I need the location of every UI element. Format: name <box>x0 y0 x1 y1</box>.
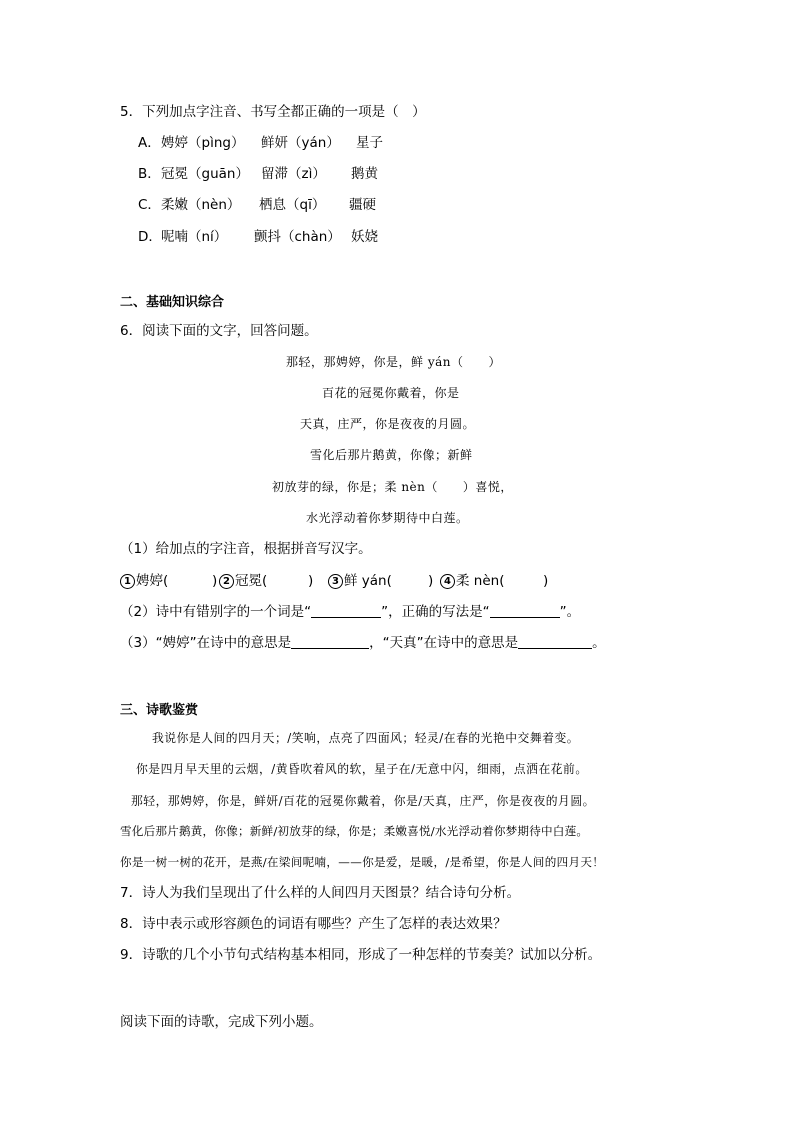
poem-line: 那轻，那娉婷，你是，鲜 yán（ ） <box>286 355 501 369</box>
subquestion-1: （1）给加点的字注音，根据拼音写汉字。 <box>120 541 372 557</box>
poem-stanza: 那轻，那娉婷，你是，鲜妍/百花的冠冕你戴着，你是/天真，庄严，你是夜夜的月圆。 <box>131 794 595 808</box>
question-6-stem: 6．阅读下面的文字，回答问题。 <box>120 323 318 339</box>
item-close: ) <box>212 573 218 589</box>
poem-stanza: 我说你是人间的四月天；/笑响，点亮了四面风；轻灵/在春的光艳中交舞着变。 <box>152 731 580 745</box>
sub2-text-a: （2）诗中有错别字的一个词是“ <box>120 604 312 620</box>
sub3-text-c: 。 <box>592 635 606 651</box>
poem-line: 百花的冠冕你戴着，你是 <box>322 386 460 400</box>
option-word: 呢喃（ní） <box>161 229 228 245</box>
circled-number: 2 <box>219 574 234 589</box>
poem-line: 雪化后那片鹅黄，你像；新鲜 <box>310 448 473 462</box>
option-letter: B． <box>138 166 161 182</box>
item-text: 柔 nèn( <box>456 573 505 589</box>
question-7: 7．诗人为我们呈现出了什么样的人间四月天图景？结合诗句分析。 <box>120 885 521 901</box>
question-5-stem: 5．下列加点字注音、书写全都正确的一项是（ ） <box>120 104 426 120</box>
option-word: 娉婷（pìng） <box>161 135 245 151</box>
item-close: ) <box>543 573 549 589</box>
option-word: 留滞（zì） <box>261 166 326 182</box>
question-9: 9．诗歌的几个小节句式结构基本相同，形成了一种怎样的节奏美？试加以分析。 <box>120 947 602 963</box>
option-word: 柔嫩（nèn） <box>161 197 241 213</box>
circled-number: 1 <box>120 574 135 589</box>
answer-blank[interactable] <box>518 635 592 649</box>
answer-blank[interactable] <box>311 604 381 618</box>
sub2-text-c: ”。 <box>559 604 581 620</box>
poem-stanza: 你是一树一树的花开，是燕/在梁间呢喃，——你是爱，是暖，/是希望，你是人间的四月天！ <box>120 855 605 869</box>
subquestion-2 <box>120 603 580 621</box>
item-close: ) <box>428 573 434 589</box>
item-close: ) <box>308 573 314 589</box>
item-text: 娉婷( <box>136 573 169 589</box>
option-word: 妖娆 <box>351 229 378 245</box>
item-label <box>120 572 168 590</box>
option-letter: D． <box>138 229 162 245</box>
option-word: 星子 <box>356 135 383 151</box>
sub2-text-b: ”，正确的写法是“ <box>381 604 490 620</box>
answer-blank[interactable] <box>291 635 369 649</box>
answer-blank[interactable] <box>490 604 560 618</box>
poem-stanza: 你是四月早天里的云烟，/黄昏吹着风的软，星子在/无意中闪，细雨，点洒在花前。 <box>136 762 588 776</box>
option-word: 栖息（qī） <box>259 197 326 213</box>
option-word: 鹅黄 <box>351 166 378 182</box>
section-2-heading: 二、基础知识综合 <box>120 295 225 310</box>
poem-line: 天真，庄严，你是夜夜的月圆。 <box>300 417 476 431</box>
item-label <box>328 572 392 590</box>
item-label <box>440 572 504 590</box>
question-8: 8．诗中表示或形容颜色的词语有哪些？产生了怎样的表达效果？ <box>120 916 507 932</box>
poem-stanza: 雪化后那片鹅黄，你像；新鲜/初放芽的绿，你是；柔嫩喜悦/水光浮动着你梦期待中白莲。 <box>120 824 589 838</box>
option-letter: C． <box>138 197 161 213</box>
option-word: 冠冕（guān） <box>161 166 249 182</box>
option-word: 疆硬 <box>349 197 376 213</box>
option-word: 颤抖（chàn） <box>254 229 341 245</box>
poem-line: 初放芽的绿，你是；柔 nèn（ ）喜悦， <box>272 480 513 494</box>
sub3-text-b: ，“天真”在诗中的意思是 <box>369 635 519 651</box>
option-letter: A． <box>138 135 161 151</box>
circled-number: 4 <box>440 574 455 589</box>
reading-instruction: 阅读下面的诗歌，完成下列小题。 <box>120 1014 323 1030</box>
poem-line: 水光浮动着你梦期待中白莲。 <box>306 511 469 525</box>
option-word: 鲜妍（yán） <box>261 135 340 151</box>
subquestion-3 <box>120 634 606 652</box>
sub3-text-a: （3）“娉婷”在诗中的意思是 <box>120 635 292 651</box>
item-text: 鲜 yán( <box>344 573 392 589</box>
item-label <box>219 572 267 590</box>
circled-number: 3 <box>328 574 343 589</box>
section-3-heading: 三、诗歌鉴赏 <box>120 703 199 718</box>
item-text: 冠冕( <box>235 573 268 589</box>
